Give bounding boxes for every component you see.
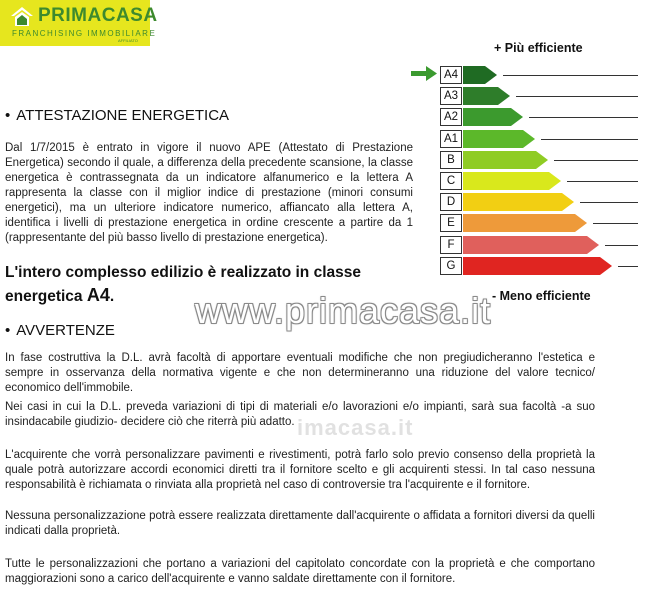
energy-class-bar (463, 151, 548, 169)
energy-class-line (567, 181, 638, 182)
energy-class-line (593, 223, 638, 224)
energy-class-label: A3 (440, 87, 462, 105)
logo-brand: PRIMACASA (38, 5, 158, 26)
attestazione-paragraph: Dal 1/7/2015 è entrato in vigore il nuovo APE (Attestato di Prestazione Energetica) secondo il quale, a differenza della precedente scansione, la classe energetica è contrassegnata da un indicatore alfanumerico e la lettera A rappresenta la classe con il miglior indice di prestazione (minori consumi energetici), ma un ulteriore indicatore numerico, affiancato alla lettera A, identifica i livelli di prestazione energetica in ordine crescente a partire da 1 (rappresentante del più basso livello di prestazione energetica). (5, 142, 413, 244)
energy-class-bar (463, 193, 574, 211)
energy-class-label: A1 (440, 130, 462, 148)
logo-subtitle: FRANCHISING IMMOBILIARE (12, 29, 157, 38)
energy-class-bar (463, 214, 587, 232)
energy-class-label: A2 (440, 108, 462, 126)
energy-class-label: G (440, 257, 462, 275)
energy-class-line (618, 266, 638, 267)
energy-class-line (503, 75, 638, 76)
logo-tiny-text: AFFILIATO (118, 38, 138, 43)
avvertenze-paragraph-3: L'acquirente che vorrà personalizzare pavimenti e rivestimenti, potrà farlo solo previo consenso della proprietà la quale potrà autorizzare accordi economici diretti tra il fornitore scelto e gli acquirenti stessi. In tal caso nessuna responsabilità è richiamata o rinviata alla proprietà nel caso di controversie tra l'acquirente e il fornitore. (5, 449, 595, 491)
attestazione-title: ATTESTAZIONE ENERGETICA (16, 107, 230, 124)
watermark-faint: imacasa.it (297, 415, 414, 440)
energy-class-line (605, 245, 638, 246)
energy-class-bar (463, 172, 561, 190)
energy-class-line (554, 160, 638, 161)
bullet-icon: • (5, 322, 11, 339)
energy-class-label: D (440, 193, 462, 211)
energy-class-bar (463, 257, 612, 275)
energy-class-bar (463, 130, 535, 148)
statement-end: . (109, 288, 115, 305)
avvertenze-paragraph-5: Tutte le personalizzazioni che portano a variazioni del capitolato concordate con la proprietà e che comportano maggiorazioni sono a carico dell'acquirente e vanno saldate direttamente con il fornitore. (5, 558, 595, 585)
avvertenze-heading (5, 322, 115, 339)
avvertenze-paragraph-2: Nei casi in cui la D.L. preveda variazioni di tipi di materiali e/o lavorazioni e/o impianti, sarà sua facoltà -a suo insindacabile giudizio- decidere ciò che riterrà più adatto. (5, 401, 595, 428)
avvertenze-paragraph-1: In fase costruttiva la D.L. avrà facoltà di apportare eventuali modifiche che non pregiudicheranno l'estetica e sempre in osservanza della normativa vigente e che non determineranno una riduzione del valore tecnico/ economico dell'immobile. (5, 352, 595, 394)
statement-text: L'intero complesso edilizio è realizzato in classe energetica (5, 264, 361, 305)
energy-class-line (580, 202, 638, 203)
scale-top-label: + Più efficiente (494, 41, 583, 55)
energy-class-bar (463, 236, 599, 254)
watermark-url: www.primacasa.it (195, 290, 492, 331)
energy-class-bar (463, 108, 523, 126)
energy-class-line (516, 96, 638, 97)
avvertenze-title: AVVERTENZE (16, 322, 115, 339)
attestazione-heading (5, 107, 229, 124)
energy-class-bar (463, 66, 497, 84)
energy-class-label: C (440, 172, 462, 190)
bullet-icon: • (5, 107, 11, 124)
energy-class-line (529, 117, 638, 118)
energy-class-label: B (440, 151, 462, 169)
avvertenze-paragraph-4: Nessuna personalizzazione potrà essere realizzata direttamente dall'acquirente o affidata a fornitori diversi da quelli indicati dalla proprietà. (5, 510, 595, 537)
scale-bottom-label: - Meno efficiente (492, 289, 591, 303)
energy-class-label: A4 (440, 66, 462, 84)
primacasa-logo (0, 0, 158, 46)
statement-class: A4 (86, 285, 110, 305)
energy-class-bar (463, 87, 510, 105)
energy-class-label: E (440, 214, 462, 232)
house-logo-icon (9, 5, 35, 27)
energy-class-line (541, 139, 638, 140)
selected-class-arrow-icon (411, 65, 438, 82)
energy-class-label: F (440, 236, 462, 254)
